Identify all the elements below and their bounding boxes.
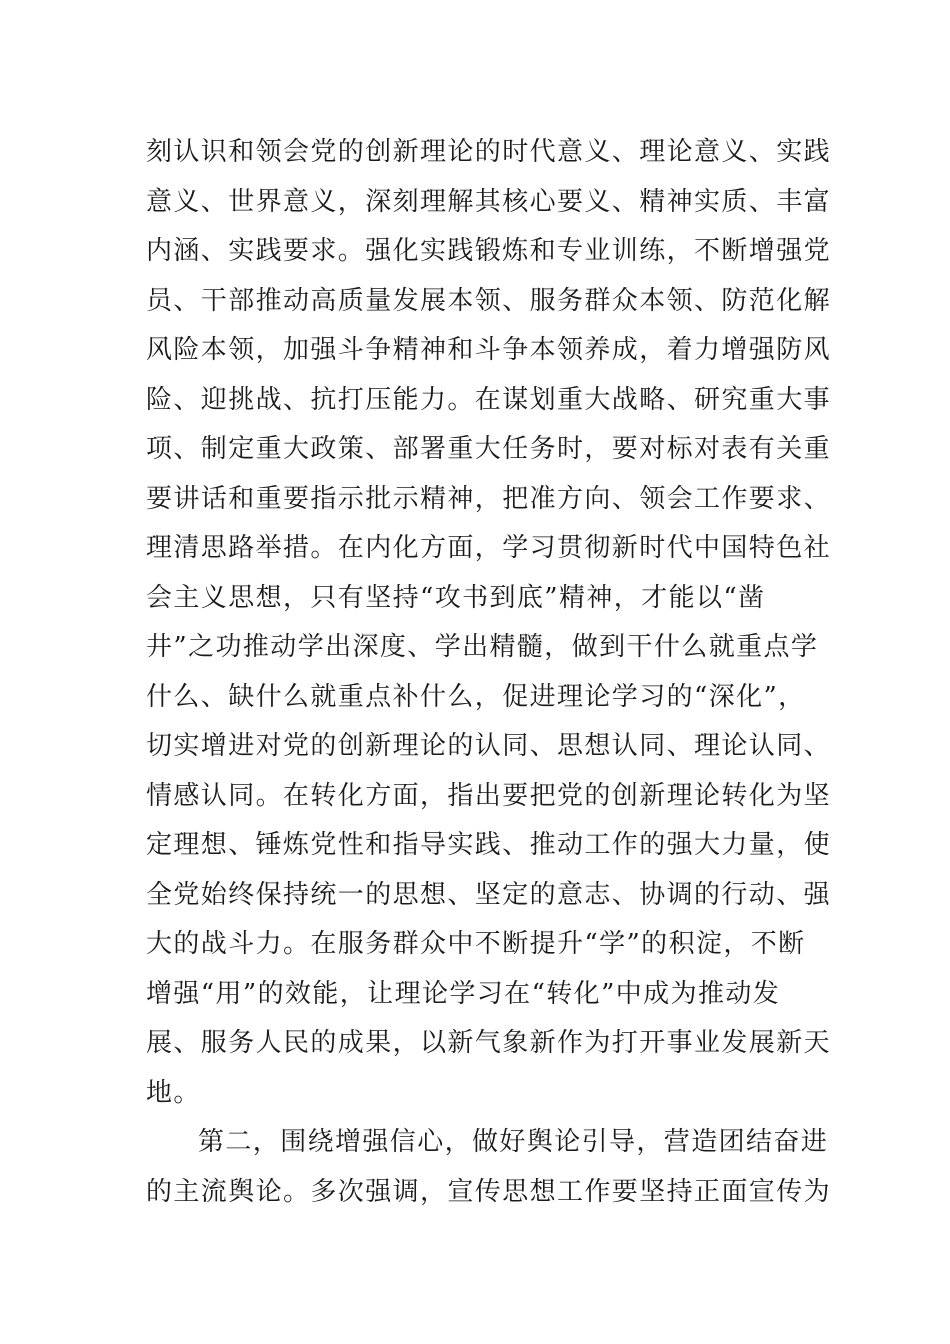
text-line: 井”之功推动学出深度、学出精髓，做到干什么就重点学	[146, 632, 819, 662]
text-line: 理清思路举措。在内化方面，学习贯彻新时代中国特色社	[146, 533, 832, 563]
text-line: 什么、缺什么就重点补什么，促进理论学习的“深化”，	[146, 681, 806, 712]
text-line: 定理想、锤炼党性和指导实践、推动工作的强大力量，使	[146, 830, 832, 860]
text-line: 意义、世界意义，深刻理解其核心要义、精神实质、丰富	[146, 186, 832, 217]
text-line: 员、干部推动高质量发展本领、服务群众本领、防范化解	[146, 285, 832, 316]
text-line: 增强“用”的效能，让理论学习在“转化”中成为推动发	[146, 978, 781, 1009]
text-line: 风险本领，加强斗争精神和斗争本领养成，着力增强防风	[146, 335, 832, 365]
text-line: 会主义思想，只有坚持“攻书到底”精神，才能以“凿	[146, 582, 766, 613]
paragraph-start-line: 第二，围绕增强信心，做好舆论引导，营造团结奋进	[198, 1127, 829, 1157]
text-line: 情感认同。在转化方面，指出要把党的创新理论转化为坚	[146, 780, 832, 811]
text-line: 全党始终保持统一的思想、坚定的意志、协调的行动、强	[146, 879, 832, 910]
text-line: 展、服务人民的成果，以新气象新作为打开事业发展新天	[146, 1028, 832, 1058]
text-line: 的主流舆论。多次强调，宣传思想工作要坚持正面宣传为	[146, 1176, 832, 1207]
text-line: 切实增进对党的创新理论的认同、思想认同、理论认同、	[146, 731, 832, 761]
text-line: 内涵、实践要求。强化实践锻炼和专业训练，不断增强党	[146, 236, 832, 266]
text-line: 大的战斗力。在服务群众中不断提升“学”的积淀，不断	[146, 929, 806, 959]
document-body	[146, 128, 832, 1217]
text-line: 要讲话和重要指示批示精神，把准方向、领会工作要求、	[146, 483, 832, 514]
text-line: 项、制定重大政策、部署重大任务时，要对标对表有关重	[146, 434, 832, 464]
text-line: 险、迎挑战、抗打压能力。在谋划重大战略、研究重大事	[146, 384, 832, 415]
text-line: 地。	[146, 1077, 201, 1108]
text-line: 刻认识和领会党的创新理论的时代意义、理论意义、实践	[146, 137, 832, 167]
